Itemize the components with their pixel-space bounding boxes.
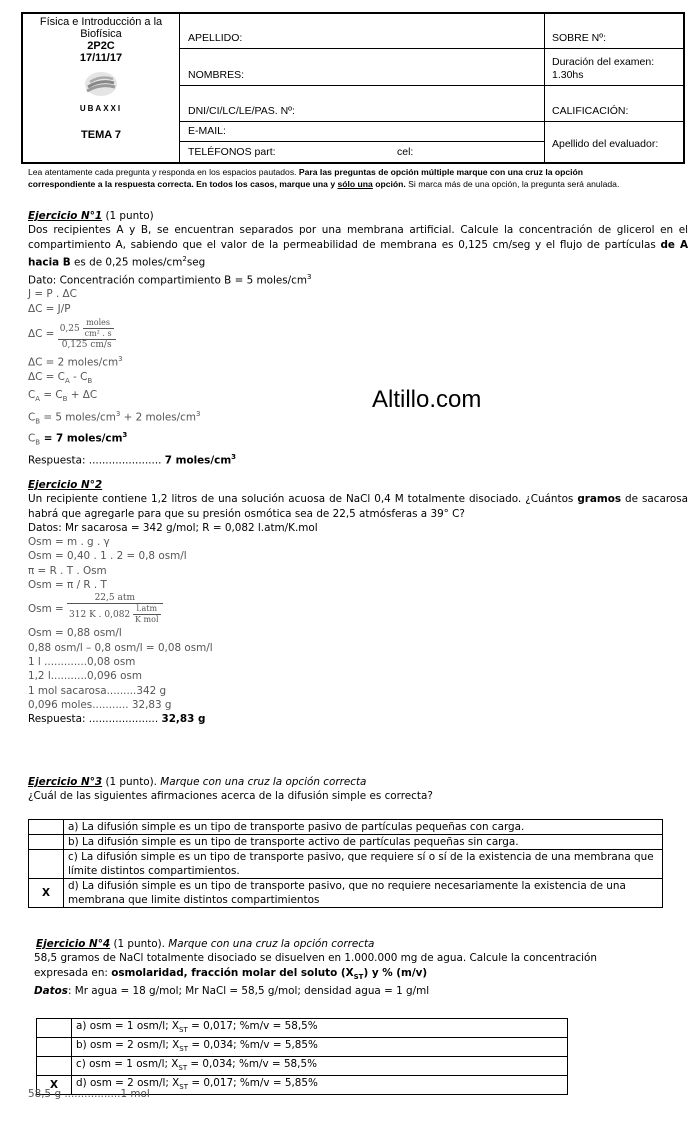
exercise-3-question: ¿Cuál de las siguientes afirmaciones acerca de la difusión simple es correcta? xyxy=(28,790,433,803)
instructions: Lea atentamente cada pregunta y responda en los espacios pautados. Para las preguntas de opción múltiple marque con una cruz la opción correspondiente a la respuesta correcta. En todos los casos, marque una y sólo una opción. Si marca más de una opción, la pregunta será anulada. xyxy=(28,167,620,189)
telefonos-field[interactable]: TELÉFONOS part: cel: xyxy=(188,146,414,158)
option-checkbox[interactable] xyxy=(37,1019,72,1038)
tema-label: TEMA 7 xyxy=(81,129,121,141)
exercise-2-title: Ejercicio N°2 xyxy=(28,479,103,491)
calc-line: π = R . T . Osm xyxy=(28,564,107,577)
option-text: c) La difusión simple es un tipo de transporte pasivo, que requiere sí o sí de la existencia de una membrana que límite distintos compartimientos. xyxy=(64,850,663,879)
option-row xyxy=(37,1038,568,1057)
calc-line: $C_B = 5$ moles/$cm^3 + 2$ moles/$cm^3$ xyxy=(28,409,201,426)
exercise-4-statement-2: expresada en: osmolaridad, fracción molar del soluto $(X_{ST})$ y % (m/v) xyxy=(34,966,428,981)
exercise-2-datos: Datos: Mr sacarosa = 342 g/mol; R = 0,082 l.atm/K.mol xyxy=(28,521,318,534)
admin-fields xyxy=(544,14,683,162)
subject-cell xyxy=(23,14,180,162)
student-fields xyxy=(180,14,545,162)
calc-line: Osm = π / R . T xyxy=(28,579,107,592)
option-text: a) La difusión simple es un tipo de transporte pasivo de partículas pequeñas con carga. xyxy=(64,820,663,835)
calc-line: $C_A = C_B + \Delta C$ xyxy=(28,389,98,404)
calc-line: $C_B = 7$ moles/$cm^3$ xyxy=(28,431,128,447)
exercise-1-answer: Respuesta: ...................... 7 moles/$cm^3$ xyxy=(28,453,237,467)
calc-line: J = P . ΔC xyxy=(28,288,77,301)
calc-line: 0,096 moles........... 32,83 g xyxy=(28,698,172,711)
calc-fraction: Osm = 22,5 atm 312 K . 0,082 $\frac{\text{l.atm}}{\text{K mol}}$ xyxy=(28,593,688,625)
calc-line: 1 l .............0,08 osm xyxy=(28,655,136,668)
option-row xyxy=(29,879,663,908)
option-row xyxy=(37,1019,568,1038)
option-checkbox[interactable] xyxy=(29,850,64,879)
option-text: c) osm = 1 osm/l; $X_{ST} = 0,034$; %m/v = 58,5% xyxy=(72,1057,568,1076)
calc-line: Osm = 0,40 . 1 . 2 = 0,8 osm/l xyxy=(28,550,187,563)
option-text: b) La difusión simple es un tipo de transporte activo de partículas pequeñas sin carga. xyxy=(64,835,663,850)
calc-line: Osm = 0,88 osm/l xyxy=(28,627,122,640)
dni-field[interactable]: DNI/CI/LC/LE/PAS. Nº: xyxy=(180,85,544,122)
evaluador-field[interactable]: Apellido del evaluador: xyxy=(552,138,659,150)
option-checkbox[interactable] xyxy=(29,835,64,850)
exercise-3: Ejercicio N°3 (1 punto). Marque con una cruz la opción correcta ¿Cuál de las siguientes afirmaciones acerca de la difusión simple es correcta? xyxy=(28,775,688,804)
exercise-4-statement: 58,5 gramos de NaCl totalmente disociado se disuelven en 1.000.000 mg de agua. Calcule la concentración xyxy=(34,952,597,965)
sobre-field[interactable]: SOBRE Nº: xyxy=(544,14,683,49)
exercise-3-options xyxy=(28,819,663,908)
exercise-1-title: Ejercicio N°1 xyxy=(28,210,103,222)
option-row xyxy=(29,850,663,879)
ubaxxi-logo-icon xyxy=(83,70,119,98)
nombres-field[interactable]: NOMBRES: xyxy=(180,48,544,86)
logo-text: UBAXXI xyxy=(79,104,123,113)
calc-line: 1 mol sacarosa.........342 g xyxy=(28,684,167,697)
exercise-1-dato: Dato: Concentración compartimiento B = 5 moles/$cm^3$ xyxy=(28,272,312,287)
exam-date: 17/11/17 xyxy=(79,52,123,64)
calc-line: 1,2 l...........0,096 osm xyxy=(28,670,142,683)
exercise-2-answer: Respuesta: ..................... 32,83 g xyxy=(28,713,206,726)
cel-label: cel: xyxy=(397,146,414,158)
exercise-1: Ejercicio N°1 (1 punto) Dos recipientes A y B, se encuentran separados por una membrana artificial. Calcule la concentración de glicerol en el compartimiento A, sabiendo que el valor de la permeabilidad de membrana es 0,125 cm/seg y el flujo de partículas de A hacia B es de 0,25 moles/$cm^2seg$ Dato: Concentración compartimiento B = 5 moles/$cm^3$ J = P . ΔC ΔC = J/P ΔC = 0,25 $\frac{\text{moles}}{\text{cm² . s}}$ 0,125 cm/s ΔC = 2 moles/$cm^3$ $\Delta C = C_A - C_B$ $C_A = C_B + \Delta C$ $C_B = 5$ moles/$cm^3 + 2$ moles/$cm^3$ $C_B = 7$ moles/$cm^3$ Respuesta: ...................... 7 moles/$cm^3$ xyxy=(28,210,688,467)
exercise-4-footer: 58,5 g .................1 mol xyxy=(28,1088,150,1100)
calc-fraction: ΔC = 0,25 $\frac{\text{moles}}{\text{cm² . s}}$ 0,125 cm/s xyxy=(28,318,688,350)
option-checkbox[interactable] xyxy=(37,1038,72,1057)
exercise-2-statement: Un recipiente contiene 1,2 litros de una solución acuosa de NaCl 0,4 M totalmente disociado. ¿Cuántos gramos de sacarosa habrá que agregarle para que su presión osmótica sea de 22,5 atmósferas a 39° C? xyxy=(28,493,688,520)
option-row xyxy=(29,820,663,835)
calc-line: $\Delta C = C_A - C_B$ xyxy=(28,370,93,385)
option-checkbox[interactable]: X xyxy=(29,879,64,908)
exercise-2 xyxy=(28,478,688,726)
calificacion-field[interactable]: CALIFICACIÓN: xyxy=(544,85,683,122)
option-checkbox[interactable] xyxy=(37,1057,72,1076)
watermark: Altillo.com xyxy=(372,386,482,413)
duracion-field: Duración del examen: 1.30hs xyxy=(544,48,683,86)
apellido-field[interactable]: APELLIDO: xyxy=(180,14,544,49)
option-checkbox[interactable]: X xyxy=(37,1076,72,1095)
subject-line-2: Biofísica xyxy=(80,28,122,40)
exam-code: 2P2C xyxy=(87,40,115,52)
email-field[interactable]: E-MAIL: xyxy=(180,121,544,142)
option-text: b) osm = 2 osm/l; $X_{ST} = 0,034$; %m/v = 5,85% xyxy=(72,1038,568,1057)
exercise-4-options xyxy=(36,1018,568,1095)
option-checkbox[interactable] xyxy=(29,820,64,835)
exercise-4-datos: Datos: Mr agua = 18 g/mol; Mr NaCl = 58,5 g/mol; densidad agua = 1 g/ml xyxy=(34,984,430,997)
calc-line: Osm = m . g . γ xyxy=(28,536,110,549)
calc-line: ΔC = J/P xyxy=(28,302,71,315)
option-row xyxy=(37,1057,568,1076)
exercise-4-title: Ejercicio N°4 xyxy=(36,938,111,950)
option-row xyxy=(29,835,663,850)
option-text: d) osm = 2 osm/l; $X_{ST} = 0,017$; %m/v = 5,85% xyxy=(72,1076,568,1095)
calc-line: ΔC = 2 moles/$cm^3$ xyxy=(28,355,123,369)
exam-header xyxy=(21,12,685,164)
option-text: a) osm = 1 osm/l; $X_{ST} = 0,017$; %m/v = 58,5% xyxy=(72,1019,568,1038)
exercise-1-statement: Dos recipientes A y B, se encuentran separados por una membrana artificial. Calcule la concentración de glicerol en el compartimiento A, sabiendo que el valor de la permeabilidad de membrana es 0,125 cm/seg y el flujo de partículas de A hacia B es de 0,25 moles/$cm^2seg$ xyxy=(28,224,688,269)
calc-line: 0,88 osm/l – 0,8 osm/l = 0,08 osm/l xyxy=(28,641,213,654)
subject-line-1: Física e Introducción a la xyxy=(39,16,163,28)
exercise-4: Ejercicio N°4 (1 punto). Marque con una cruz la opción correcta 58,5 gramos de NaCl totalmente disociado se disuelven en 1.000.000 mg de agua. Calcule la concentración expresada en: osmolaridad, fracción molar del soluto $(X_{ST})$ y % (m/v) Datos: Mr agua = 18 g/mol; Mr NaCl = 58,5 g/mol; densidad agua = 1 g/ml xyxy=(28,937,688,998)
option-text: d) La difusión simple es un tipo de transporte pasivo, que no requiere necesariamente la existencia de una membrana que limite distintos compartimientos xyxy=(64,879,663,908)
exercise-3-title: Ejercicio N°3 xyxy=(28,776,103,788)
